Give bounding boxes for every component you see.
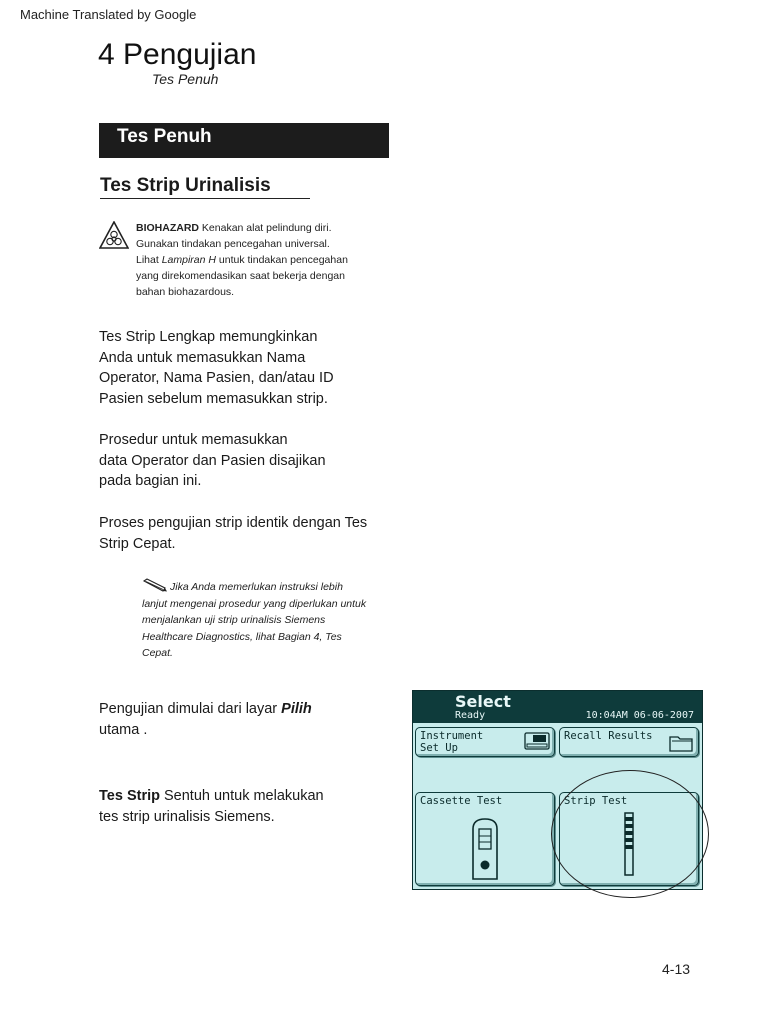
- chapter-title: 4 Pengujian: [98, 38, 257, 71]
- machine-translation-banner: Machine Translated by Google: [20, 7, 197, 22]
- button-label: Recall Results: [564, 730, 653, 742]
- paragraph-line: Pasien sebelum memasukkan strip.: [99, 390, 328, 407]
- paragraph-line: Tes Strip Lengkap memungkinkan: [99, 329, 318, 345]
- biohazard-label: BIOHAZARD: [136, 222, 199, 234]
- biohazard-line-4: yang direkomendasikan saat bekerja dengan: [136, 270, 345, 282]
- screen-header: [413, 691, 702, 723]
- strip-test-term: Tes Strip: [99, 788, 160, 804]
- note-block: [142, 578, 392, 662]
- paragraph-line: Strip Cepat.: [99, 535, 176, 552]
- paragraph-identical-process: [99, 513, 389, 554]
- chapter-subtitle: Tes Penuh: [152, 71, 219, 87]
- paragraph-line: Prosedur untuk memasukkan: [99, 432, 288, 448]
- note-line: Healthcare Diagnostics, lihat Bagian 4, Tes: [142, 630, 342, 643]
- cassette-test-button[interactable]: [415, 792, 555, 886]
- instrument-setup-button[interactable]: [415, 727, 555, 757]
- paragraph-intro: [99, 327, 389, 409]
- test-strip-icon: [621, 811, 637, 877]
- note-line: Cepat.: [142, 647, 173, 659]
- paragraph-line: tes strip urinalisis Siemens.: [99, 808, 275, 825]
- subsection-heading: Tes Strip Urinalisis: [100, 175, 310, 199]
- screen-title: Select: [455, 692, 511, 711]
- paragraph-line: pada bagian ini.: [99, 473, 202, 489]
- paragraph-line: utama .: [99, 721, 148, 738]
- button-label: Instrument: [420, 730, 484, 742]
- appendix-reference: Lampiran H: [161, 254, 216, 266]
- paragraph-procedure: [99, 430, 389, 492]
- paragraph-line: Anda untuk memasukkan Nama: [99, 349, 306, 366]
- biohazard-warning: [136, 220, 376, 300]
- page-number: 4-13: [662, 961, 691, 977]
- paragraph-strip-test: [99, 786, 389, 827]
- select-screen-term: Pilih: [281, 701, 312, 717]
- biohazard-line-1: Kenakan alat pelindung diri.: [199, 222, 332, 234]
- instrument-icon: [524, 731, 550, 751]
- biohazard-line-3: Lihat: [136, 254, 162, 266]
- screen-datetime: 10:04AM 06-06-2007: [585, 710, 694, 721]
- note-line: menjalankan uji strip urinalisis Siemens: [142, 614, 326, 626]
- biohazard-line-2: Gunakan tindakan pencegahan universal.: [136, 238, 330, 250]
- note-line: Jika Anda memerlukan instruksi lebih: [170, 581, 343, 593]
- biohazard-line-3b: untuk tindakan pencegahan: [215, 254, 348, 266]
- button-label: Strip Test: [564, 795, 628, 807]
- paragraph-line: Pengujian dimulai dari layar: [99, 701, 282, 717]
- paragraph-select-screen: [99, 699, 389, 740]
- biohazard-line-5: bahan biohazardous.: [136, 286, 235, 298]
- pencil-note-icon: [142, 578, 168, 592]
- note-line: lanjut mengenai prosedur yang diperlukan untuk: [142, 597, 367, 610]
- recall-results-button[interactable]: [559, 727, 699, 757]
- folder-icon: [668, 733, 694, 753]
- paragraph-line: Proses pengujian strip identik dengan Tes: [99, 515, 368, 531]
- paragraph-line: Operator, Nama Pasien, dan/atau ID: [99, 370, 334, 386]
- button-label: Cassette Test: [420, 795, 503, 807]
- cassette-icon: [470, 817, 500, 881]
- screen-status: Ready: [455, 710, 486, 721]
- section-heading: Tes Penuh: [99, 123, 389, 158]
- paragraph-line: Sentuh untuk melakukan: [159, 788, 324, 804]
- strip-test-button[interactable]: [559, 792, 699, 886]
- biohazard-icon: [99, 221, 129, 249]
- paragraph-line: data Operator dan Pasien disajikan: [99, 452, 326, 469]
- button-label: Set Up: [420, 742, 458, 754]
- device-select-screen: [412, 690, 703, 890]
